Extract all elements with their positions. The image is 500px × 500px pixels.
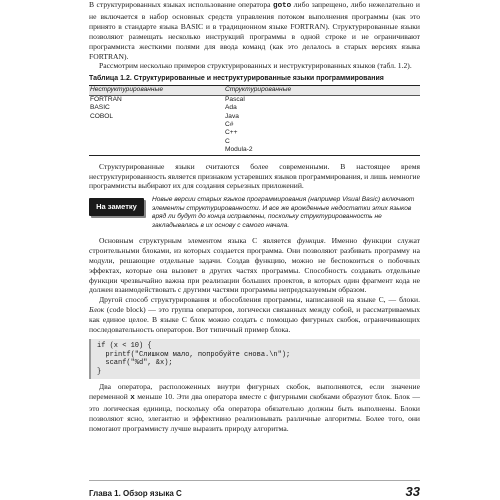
- paragraph-functions: [89, 236, 420, 295]
- variable-x: x: [130, 394, 135, 403]
- col-header-structured: Структурированные: [225, 86, 292, 94]
- languages-table: [89, 85, 420, 155]
- text-run: Другой способ структурирования и обособления программы, написанной на языке C, — блоки.: [99, 295, 420, 305]
- unstructured-column: [89, 96, 225, 155]
- table-cell: C++: [225, 129, 238, 137]
- term-block: Блок: [89, 305, 105, 315]
- page-footer: [89, 480, 420, 499]
- text-run: меньше 10. Эти два оператора вместе с фигурными скобками образуют блок. Блок — это логическая единица, поскольку оба оператора обязательно должны быть выполнены. Блоки позволяют ясно, элегантно и эффективно реализовывать различные алгоритмы. Более того, они помогают программисту лучше выразить природу алгоритма.: [89, 392, 420, 433]
- text-run: В структурированных языках использование оператора: [89, 0, 274, 9]
- note-badge: На заметку: [89, 198, 144, 216]
- keyword-goto: goto: [273, 2, 292, 10]
- table-body: [89, 96, 420, 155]
- text-run: либо запрещено, либо нежелательно и не включается в набор основных средств управления потоком выполнения программы (как это принято в стандарте языка BASIC и в традиционном языке FORTRAN). Структурированные языки позволяют размещать несколько инструкций программы в одной строке и не ограничивают программиста жесткими полями для ввода команд (как это делалось в старых версиях языка FORTRAN).: [89, 0, 420, 61]
- code-listing: if (x < 10) { printf("Слишком мало, попробуйте снова.\n"); scanf("%d", &x); }: [89, 339, 420, 379]
- table-cell: FORTRAN: [90, 95, 122, 103]
- paragraph-structured-languages: [89, 0, 420, 61]
- table-cell: C: [225, 137, 230, 145]
- text-run: (code block) — это группа операторов, логически связанных между собой, и рассматриваемых как единое целое. В языке C блок можно создать с помощью фигурных скобок, ограничивающих последовательность операторов. Вот типичный пример блока.: [89, 305, 420, 335]
- table-cell: Modula-2: [225, 146, 253, 154]
- paragraph-blocks: [89, 295, 420, 335]
- table-cell: BASIC: [90, 104, 110, 112]
- paragraph-block-explanation: [89, 382, 420, 434]
- page-number: 33: [405, 484, 420, 499]
- term-function: функция: [296, 235, 324, 245]
- book-page: [89, 0, 420, 500]
- table-header: [89, 86, 420, 95]
- structured-column: [225, 96, 420, 155]
- text-run: . Именно функции служат строительными блоками, из которых создается программа. Они позволяют разбивать программу на модули, решающие отдельные задачи. Создав функцию, можно не беспокоиться о побочных эффектах, которые она вызовет в других частях программы. Способность создавать отдельные функции чрезвычайно важна при реализации больших проектов, в которых один фрагмент кода не должен взаимодействовать с другими частями программы непредсказуемым образом.: [89, 235, 420, 295]
- note-text: Новые версии старых языков программирования (например Visual Basic) включают элементы структурированности. И все же врожденные недостатки этих языков вряд ли будут до конца исправлены, поскольку структурированность не закладывалась в их основу с самого начала.: [152, 196, 415, 229]
- col-header-unstructured: Неструктурированные: [90, 86, 164, 94]
- text-run: Основным структурным элементом языка C является: [99, 235, 297, 245]
- table-cell: C#: [225, 120, 234, 128]
- table-cell: COBOL: [90, 112, 114, 120]
- text-run: Два оператора, расположенных внутри фигурных скобок, выполняются, если значение переменной: [89, 382, 420, 402]
- paragraph-modern-languages: Структурированные языки считаются более современными. В настоящее время неструктурированность является признаком устаревших языков программирования, и лишь немногие программисты выбирают их для создания серьезных приложений.: [89, 161, 420, 191]
- chapter-title: Глава 1. Обзор языка C: [89, 489, 182, 498]
- table-cell: Ada: [225, 104, 237, 112]
- table-cell: Java: [225, 112, 239, 120]
- note-box: [89, 196, 420, 230]
- table-cell: Pascal: [225, 95, 245, 103]
- paragraph-examples-intro: Рассмотрим несколько примеров структурированных и неструктурированных языков (табл. 1.2).: [99, 61, 412, 71]
- table-caption: Таблица 1.2. Структурированные и неструктурированные языки программирования: [89, 75, 384, 83]
